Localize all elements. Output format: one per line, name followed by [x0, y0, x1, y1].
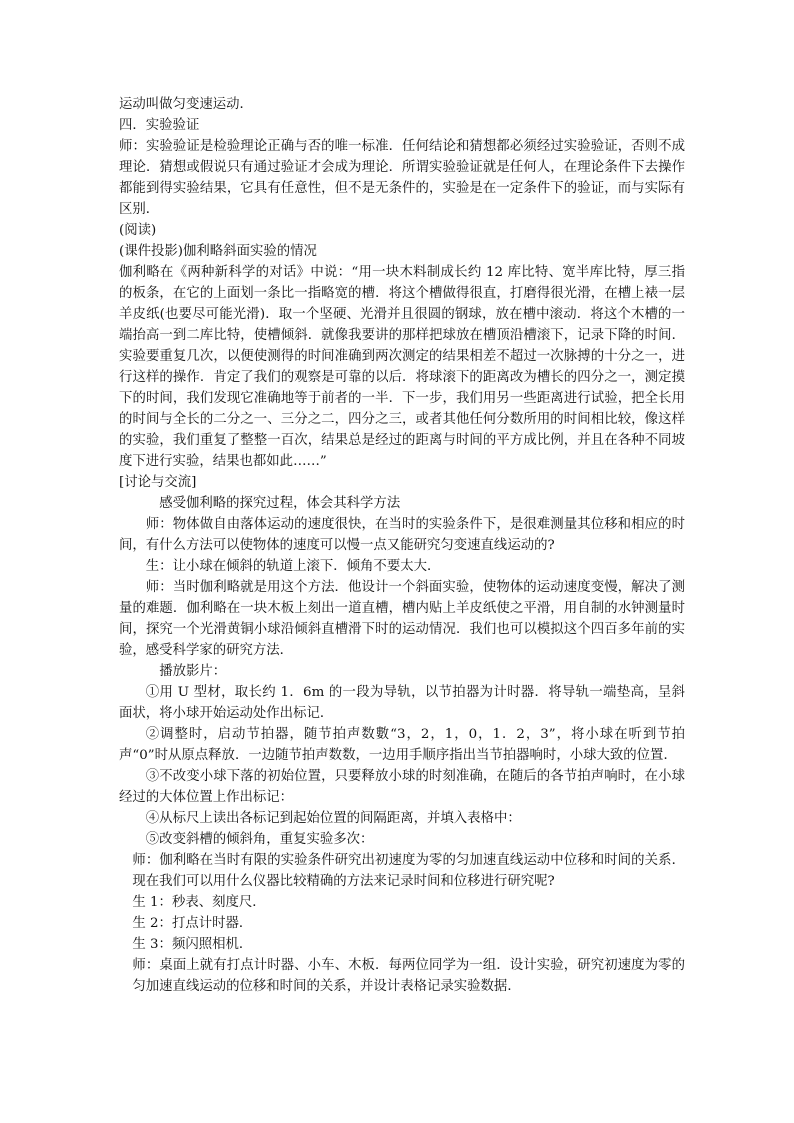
student-answer: 生 2：打点计时器． — [132, 916, 253, 931]
paragraph: 生：让小球在倾斜的轨道上滚下．倾角不要太大． — [145, 559, 441, 574]
section-heading: 四．实验验证 — [119, 118, 200, 133]
text-line: 运动叫做匀变速运动． — [119, 97, 253, 112]
paragraph: 感受伽利略的探究过程，体会其科学方法 — [159, 496, 401, 511]
student-answer: 生 3：频闪照相机． — [132, 937, 253, 952]
paragraph: 师：伽利略在当时有限的实验条件研究出初速度为零的匀加速直线运动中位移和时间的关系．现在我们可以用什么仪器比较精确的方法来记录时间和位移进行研究呢? — [132, 853, 685, 889]
projection-label: (课件投影)伽利略斜面实验的情况 — [119, 244, 317, 259]
discussion-heading: [讨论与交流] — [119, 475, 197, 490]
paragraph: 播放影片： — [159, 664, 227, 679]
paragraph: 师：物体做自由落体运动的速度很快，在当时的实验条件下，是很难测量其位移和相应的时间，有什么方法可以使物体的速度可以慢一点又能研究匀变速直线运动的? — [119, 517, 685, 553]
step-item: ②调整时，启动节拍器，随节拍声数數“3，2，1，0，1．2，3”，将小球在听到节拍声“0”时从原点释放．一边随节拍声数数，一边用手顺序指出当节拍器响时，小球大致的位置． — [119, 727, 685, 763]
paragraph: 师：当时伽利略就是用这个方法．他设计一个斜面实验，使物体的运动速度变慢，解决了测量的难题．伽利略在一块木板上刻出一道直槽，槽内贴上羊皮纸使之平滑，用自制的水钟测量时间，探究一个光滑黄铜小球沿倾斜直槽滑下时的运动情况．我们也可以模拟这个四百多年前的实验，感受科学家的研究方法． — [119, 580, 685, 658]
paragraph: 师：实验验证是检验理论正确与否的唯一标准．任何结论和猜想都必须经过实验验证，否则不成理论．猜想或假说只有通过验证才会成为理论．所谓实验验证就是任何人，在理论条件下去操作都能到得实验结果，它具有任意性，但不是无条件的，实验是在一定条件下的验证，而与实际有区别． — [119, 139, 685, 217]
document-page — [119, 94, 685, 997]
student-answer: 生 1：秒表、刻度尺． — [132, 895, 266, 910]
step-item: ③不改变小球下落的初始位置，只要释放小球的时刻准确，在随后的各节拍声响时，在小球经过的大体位置上作出标记： — [119, 769, 685, 805]
step-item: ⑤改变斜槽的倾斜角，重复实验多次： — [145, 832, 374, 847]
galileo-quote: 伽利略在《两种新科学的对话》中说：“用一块木料制成长约 12 库比特、宽半库比特，厚三指的板条，在它的上面划一条比一指略宽的槽．将这个槽做得很直，打磨得很光滑，在槽上裱一层羊皮纸(也要尽可能光滑)．取一个坚硬、光滑并且很圆的钢球，放在槽中滚动．将这个木槽的一端抬高一到二库比特，使槽倾斜．就像我要讲的那样把球放在槽顶沿槽滚下，记录下降的时间．实验要重复几次，以便使测得的时间准确到两次测定的结果相差不超过一次脉搏的十分之一，进行这样的操作．肯定了我们的观察是可靠的以后．将球滚下的距离改为槽长的四分之一，测定摸下的时间，我们发现它准确地等于前者的一半．下一步，我们用另一些距离进行试验，把全长用的时间与全长的二分之一、三分之二，四分之三，或者其他任何分数所用的时间相比较，像这样的实验，我们重复了整整一百次，结果总是经过的距离与时间的平方成比例，并且在各种不同坡度下进行实验，结果也都如此……” — [119, 265, 685, 469]
step-item: ④从标尺上读出各标记到起始位置的间隔距离，并填入表格中： — [145, 811, 521, 826]
step-item: ①用 U 型材，取长约 1．6m 的一段为导轨，以节拍器为计时器．将导轨一端垫高，呈斜面状，将小球开始运动处作出标记． — [119, 685, 685, 721]
reading-label: (阅读) — [119, 223, 157, 238]
paragraph: 师：桌面上就有打点计时器、小车、木板．每两位同学为一组．设计实验，研究初速度为零的匀加速直线运动的位移和时间的关系，并设计表格记录实验数据． — [132, 958, 685, 994]
